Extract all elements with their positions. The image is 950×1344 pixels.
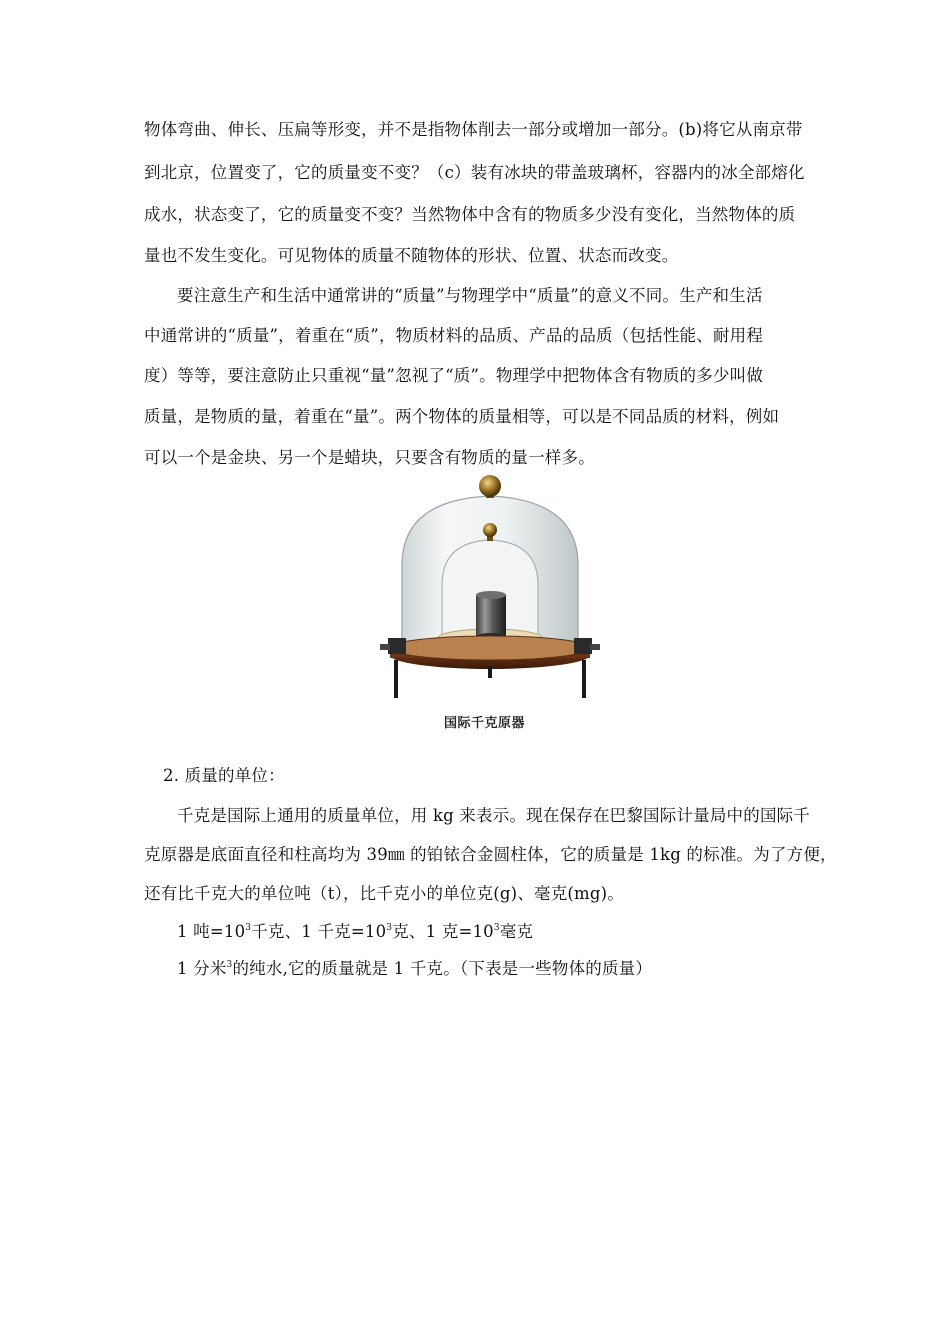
water-exp-a: 3 (226, 960, 233, 970)
conversion-part-b: 千克、1 千克=10 (251, 922, 387, 941)
conversion-exp-c: 3 (493, 923, 500, 933)
paragraph-2-line-5: 可以一个是金块、另一个是蜡块，只要含有物质的量一样多。 (144, 448, 595, 467)
paragraph-2-line-1: 要注意生产和生活中通常讲的“质量”与物理学中“质量”的意义不同。生产和生活 (177, 286, 763, 305)
paragraph-1-line-3: 成水，状态变了，它的质量变不变？当然物体中含有的物质多少没有变化，当然物体的质 (144, 205, 796, 224)
conversion-part-d: 毫克 (499, 922, 534, 941)
paragraph-1-line-4: 量也不发生变化。可见物体的质量不随物体的形状、位置、状态而改变。 (144, 246, 679, 265)
paragraph-1-line-2: 到北京，位置变了，它的质量变不变？（c）装有冰块的带盖玻璃杯，容器内的冰全部熔化 (144, 163, 805, 182)
unit-conversion-line (177, 922, 533, 942)
water-mass-line (177, 959, 652, 979)
paragraph-2-line-3: 度）等等，要注意防止只重视“量”忽视了“质”。物理学中把物体含有物质的多少叫做 (144, 366, 764, 385)
water-part-b: 的纯水,它的质量就是 1 千克。（下表是一些物体的质量） (232, 959, 653, 978)
bell-jar-kilogram-prototype-icon (380, 470, 600, 710)
conversion-part-a: 1 吨=10 (177, 922, 246, 941)
conversion-exp-a: 3 (245, 923, 252, 933)
section-2-line-3: 还有比千克大的单位吨（t），比千克小的单位克(g)、毫克(mg)。 (144, 884, 625, 903)
conversion-part-c: 克、1 克=10 (392, 922, 494, 941)
conversion-exp-b: 3 (386, 923, 393, 933)
section-2-heading: 2. 质量的单位： (163, 766, 285, 785)
paragraph-1-line-1: 物体弯曲、伸长、压扁等形变，并不是指物体削去一部分或增加一部分。(b)将它从南京带 (144, 120, 803, 139)
paragraph-2-line-4: 质量，是物质的量，着重在“量”。两个物体的质量相等，可以是不同品质的材料，例如 (144, 407, 780, 426)
water-part-a: 1 分米 (177, 959, 227, 978)
section-2-line-2: 克原器是底面直径和柱高均为 39㎜ 的铂铱合金圆柱体，它的质量是 1kg 的标准。为了方便， (144, 845, 837, 864)
kilogram-prototype-figure (380, 470, 600, 740)
figure-caption: 国际千克原器 (444, 716, 526, 731)
paragraph-2-line-2: 中通常讲的“质量”，着重在“质”，物质材料的品质、产品的品质（包括性能、耐用程 (144, 326, 764, 345)
section-2-line-1: 千克是国际上通用的质量单位，用 kg 来表示。现在保存在巴黎国际计量局中的国际千 (177, 806, 811, 825)
